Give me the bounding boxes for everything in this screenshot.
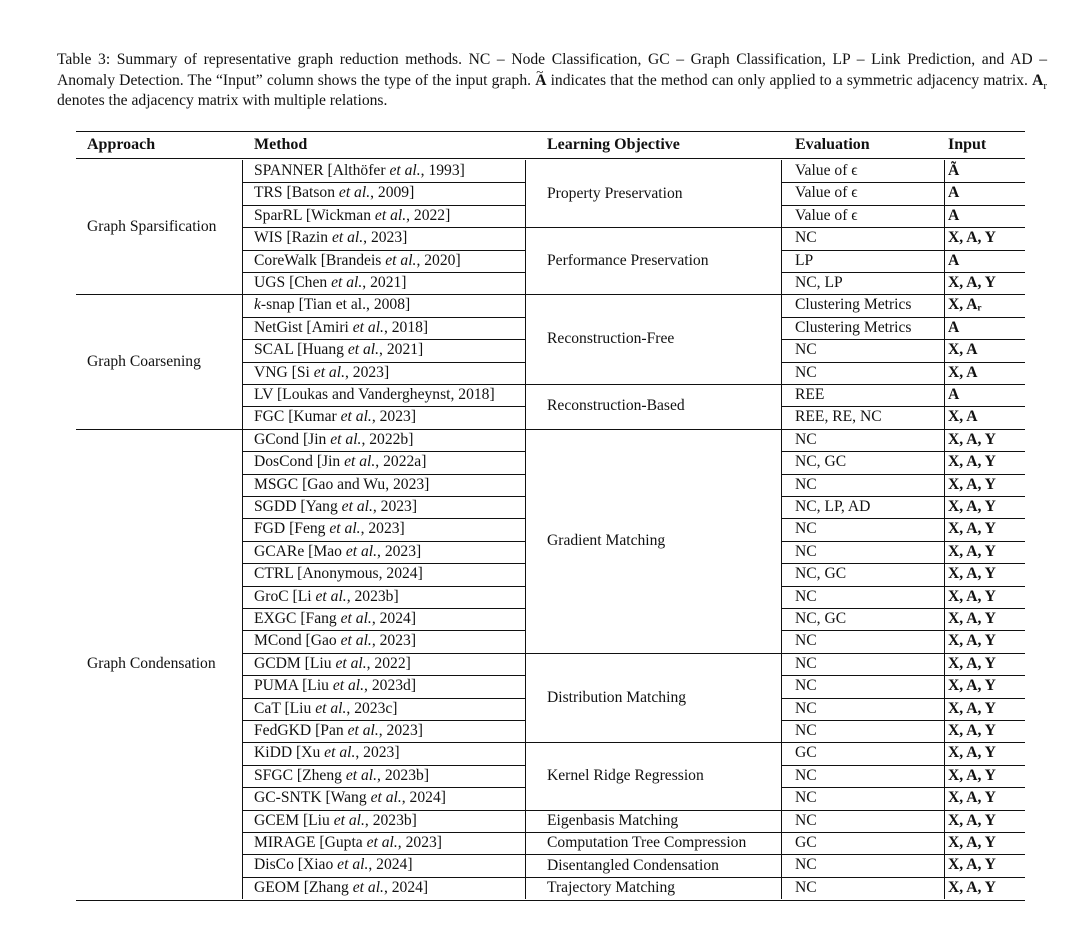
method-cell: [254, 227, 407, 249]
row-rule-method: [242, 384, 525, 385]
evaluation-cell: GC: [795, 834, 817, 851]
evaluation-cell: GC: [795, 744, 817, 762]
row-rule-method: [242, 653, 525, 654]
row-rule-method: [242, 474, 525, 475]
row-rule-eval: [781, 518, 1025, 519]
row-rule-eval: [781, 720, 1025, 721]
method-text: GCEM [Liu: [254, 811, 334, 829]
row-rule-eval: [781, 406, 1025, 407]
row-rule-eval: [781, 384, 1025, 385]
row-rule-eval: [781, 250, 1025, 251]
input-cell: X, A, Y: [948, 498, 996, 515]
row-rule-eval: [781, 182, 1025, 183]
row-rule-method: [242, 810, 525, 811]
method-cell: [254, 496, 417, 518]
objective-rule: [525, 877, 781, 878]
method-cell: [254, 675, 416, 697]
row-rule-method: [242, 832, 525, 833]
evaluation-cell: REE, RE, NC: [795, 408, 882, 426]
a-r-symbol: A: [1032, 71, 1044, 89]
input-cell: X, A, Y: [948, 274, 996, 291]
objective-cell: Computation Tree Compression: [547, 834, 747, 852]
group-rule: [76, 429, 1025, 430]
objective-cell: Kernel Ridge Regression: [547, 767, 704, 784]
evaluation-cell: Value of ϵ: [795, 206, 858, 224]
objective-rule: [525, 742, 781, 743]
method-text: TRS [Batson: [254, 184, 339, 202]
header-learning-objective: Learning Objective: [547, 136, 680, 153]
method-text: MSGC [Gao and Wu, 2023]: [254, 475, 430, 493]
row-rule-method: [242, 608, 525, 609]
evaluation-cell: NC: [795, 856, 817, 874]
method-text: CoreWalk [Brandeis: [254, 251, 386, 269]
method-cell: [254, 832, 442, 854]
column-rule: [944, 160, 945, 899]
method-citation: , 2023d]: [364, 677, 417, 695]
table-bottom-rule: [76, 900, 1025, 901]
method-citation: , 2023b]: [377, 766, 430, 784]
method-citation: , 2022]: [406, 206, 451, 224]
method-italic: et al.: [331, 229, 364, 247]
row-rule-method: [242, 250, 525, 251]
method-italic: et al.: [340, 610, 372, 627]
method-cell: [254, 854, 413, 876]
row-rule-eval: [781, 272, 1025, 273]
method-cell: [254, 384, 495, 406]
method-citation: , 2021]: [362, 274, 407, 291]
input-cell: A: [948, 318, 960, 336]
method-text: PUMA [Liu: [254, 677, 333, 695]
row-rule-method: [242, 272, 525, 273]
row-rule-eval: [781, 877, 1025, 878]
row-rule-eval: [781, 451, 1025, 452]
evaluation-cell: REE: [795, 386, 825, 403]
input-cell: X, A: [948, 341, 978, 359]
row-rule-eval: [781, 205, 1025, 206]
method-text: GEOM [Zhang: [254, 878, 353, 896]
a-r-subscript: r: [1043, 79, 1047, 92]
input-cell: X, A, Y: [948, 542, 996, 560]
row-rule-method: [242, 698, 525, 699]
method-citation: , 2022a]: [375, 453, 427, 471]
method-text: MCond [Gao: [254, 632, 341, 650]
evaluation-cell: NC: [795, 878, 817, 896]
method-italic: et al.: [340, 632, 372, 650]
method-cell: [254, 742, 400, 764]
objective-cell: Eigenbasis Matching: [547, 811, 679, 829]
method-citation: , 1993]: [420, 162, 465, 179]
input-cell: X, A, Y: [948, 587, 996, 605]
evaluation-cell: LP: [795, 251, 814, 269]
evaluation-cell: NC: [795, 229, 817, 247]
evaluation-cell: NC, GC: [795, 565, 847, 583]
row-rule-eval: [781, 362, 1025, 363]
method-italic: et al.: [352, 878, 384, 896]
evaluation-cell: NC: [795, 677, 817, 695]
evaluation-cell: NC: [795, 430, 817, 448]
method-cell: [254, 406, 416, 428]
row-rule-method: [242, 406, 525, 407]
header-input: Input: [948, 136, 987, 153]
method-text: DisCo [Xiao: [254, 856, 338, 874]
method-cell: [254, 698, 398, 720]
row-rule-eval: [781, 474, 1025, 475]
method-text: GroC [Li: [254, 587, 316, 605]
method-italic: et al.: [370, 789, 402, 807]
method-cell: [254, 653, 411, 675]
row-rule-method: [242, 854, 525, 855]
method-cell: [254, 586, 399, 608]
row-rule-method: [242, 541, 525, 542]
row-rule-eval: [781, 787, 1025, 788]
method-italic: et al.: [347, 722, 379, 739]
method-citation: , 2023]: [378, 722, 423, 739]
evaluation-cell: NC: [795, 766, 817, 784]
method-citation: , 2024]: [368, 856, 413, 874]
evaluation-cell: NC: [795, 722, 817, 739]
row-rule-method: [242, 227, 525, 228]
method-cell: [254, 272, 406, 294]
method-citation: , 2023]: [372, 498, 418, 515]
row-rule-method: [242, 720, 525, 721]
method-italic: et al.: [329, 520, 361, 538]
method-cell: [254, 787, 446, 809]
method-italic: et al.: [385, 251, 417, 269]
method-cell: [254, 630, 416, 652]
row-rule-eval: [781, 832, 1025, 833]
method-citation: , 2022b]: [361, 430, 414, 448]
method-citation: , 2024]: [383, 878, 429, 896]
method-italic: et al.: [332, 677, 365, 695]
method-cell: [254, 250, 461, 272]
method-text: FGC [Kumar: [254, 408, 341, 426]
row-rule-eval: [781, 339, 1025, 340]
method-citation: , 2023]: [371, 632, 417, 650]
method-italic: et al.: [340, 408, 372, 426]
method-italic: et al.: [345, 766, 378, 784]
method-text: SparRL [Wickman: [254, 206, 375, 224]
column-rule: [781, 160, 782, 899]
method-text: EXGC [Fang: [254, 610, 341, 627]
objective-rule: [525, 854, 781, 855]
method-text: FedGKD [Pan: [254, 722, 348, 739]
evaluation-cell: NC: [795, 811, 817, 829]
row-rule-eval: [781, 653, 1025, 654]
method-text: VNG [Si: [254, 363, 314, 381]
input-cell: X, A, Y: [948, 453, 996, 471]
method-text: CTRL [Anonymous, 2024]: [254, 565, 423, 583]
method-cell: [254, 518, 405, 540]
evaluation-cell: NC: [795, 632, 817, 650]
method-citation: , 2022]: [366, 654, 411, 672]
objective-cell: Distribution Matching: [547, 688, 687, 706]
method-citation: , 2023]: [355, 744, 400, 762]
row-rule-method: [242, 182, 525, 183]
objective-rule: [525, 832, 781, 833]
method-citation: , 2023]: [344, 363, 390, 381]
method-italic: et al.: [315, 587, 347, 605]
input-cell: X, A, Y: [948, 632, 996, 650]
method-citation: , 2023b]: [364, 811, 417, 829]
method-citation: , 2023]: [360, 520, 405, 538]
row-rule-method: [242, 787, 525, 788]
row-rule-method: [242, 518, 525, 519]
row-rule-method: [242, 586, 525, 587]
table-caption: [57, 50, 1047, 112]
method-italic: et al.: [337, 856, 369, 874]
row-rule-method: [242, 877, 525, 878]
method-citation: , 2023c]: [346, 699, 398, 717]
input-cell: X, A, Y: [948, 722, 996, 739]
input-cell: A: [948, 251, 960, 269]
method-text: GC-SNTK [Wang: [254, 789, 371, 807]
input-cell: A: [948, 184, 960, 202]
objective-cell: Gradient Matching: [547, 531, 666, 549]
row-rule-eval: [781, 496, 1025, 497]
method-cell: [254, 608, 416, 630]
row-rule-eval: [781, 608, 1025, 609]
input-cell: X, A: [948, 363, 978, 381]
method-text: KiDD [Xu: [254, 744, 325, 762]
evaluation-cell: NC: [795, 654, 817, 672]
header-method: Method: [254, 136, 308, 153]
objective-cell: Disentangled Condensation: [547, 856, 719, 874]
input-cell: A: [948, 206, 960, 224]
row-rule-eval: [781, 675, 1025, 676]
row-rule-eval: [781, 227, 1025, 228]
method-cell: [254, 205, 450, 227]
objective-rule: [525, 653, 781, 654]
method-text: SCAL [Huang: [254, 341, 348, 359]
row-rule-eval: [781, 810, 1025, 811]
approach-cell: Graph Sparsification: [87, 218, 217, 236]
method-text: SGDD [Yang: [254, 498, 342, 515]
input-cell: X, A, Y: [948, 654, 996, 672]
method-cell: [254, 160, 465, 182]
column-rule: [242, 160, 243, 899]
row-rule-method: [242, 205, 525, 206]
objective-cell: Reconstruction-Free: [547, 330, 675, 348]
input-cell: X, A, Y: [948, 520, 996, 538]
row-rule-method: [242, 339, 525, 340]
method-text: MIRAGE [Gupta: [254, 834, 367, 851]
caption-part-3: denotes the adjacency matrix with multiple relations.: [57, 92, 388, 109]
method-italic: et al.: [331, 274, 363, 291]
evaluation-cell: Value of ϵ: [795, 162, 858, 179]
method-cell: [254, 765, 429, 787]
row-rule-eval: [781, 541, 1025, 542]
method-text: GCDM [Liu: [254, 654, 336, 672]
caption-part-2: indicates that the method can only applied to a symmetric adjacency matrix.: [546, 71, 1033, 89]
input-cell: X, Aᵣ: [948, 296, 982, 314]
row-rule-eval: [781, 698, 1025, 699]
method-italic: k: [254, 296, 261, 314]
evaluation-cell: NC: [795, 789, 817, 807]
method-citation: , 2023]: [397, 834, 442, 851]
method-text: FGD [Feng: [254, 520, 330, 538]
row-rule-eval: [781, 765, 1025, 766]
method-italic: et al.: [330, 430, 362, 448]
method-citation: , 2023]: [377, 542, 422, 560]
evaluation-cell: NC: [795, 587, 817, 605]
row-rule-method: [242, 563, 525, 564]
approach-cell: Graph Condensation: [87, 655, 216, 672]
objective-cell: Property Preservation: [547, 184, 683, 202]
method-italic: et al.: [338, 184, 371, 202]
evaluation-cell: NC, LP, AD: [795, 498, 871, 515]
method-citation: , 2023]: [371, 408, 417, 426]
method-text: SFGC [Zheng: [254, 766, 346, 784]
input-cell: Ã: [948, 162, 960, 179]
header-approach: Approach: [87, 136, 156, 153]
table-header-rule: [76, 158, 1025, 159]
method-cell: [254, 339, 423, 361]
row-rule-method: [242, 742, 525, 743]
table-top-rule: [76, 131, 1025, 132]
input-cell: X, A, Y: [948, 610, 996, 627]
row-rule-eval: [781, 742, 1025, 743]
evaluation-cell: NC, GC: [795, 610, 847, 627]
method-cell: [254, 317, 428, 339]
row-rule-method: [242, 675, 525, 676]
method-text: WIS [Razin: [254, 229, 332, 247]
method-cell: [254, 541, 421, 563]
row-rule-method: [242, 496, 525, 497]
method-italic: et al.: [315, 699, 347, 717]
method-italic: et al.: [313, 363, 345, 381]
method-text: GCond [Jin: [254, 430, 331, 448]
caption-part-1: Table 3: Summary of representative graph reduction methods. NC – Node Classification, GC – Graph Classification, LP – Link Prediction, and AD – Anomaly Detection. The “Input” column shows the type of the input graph.: [57, 51, 1047, 89]
method-italic: et al.: [344, 453, 376, 471]
header-evaluation: Evaluation: [795, 136, 870, 153]
method-cell: [254, 362, 389, 384]
input-cell: X, A, Y: [948, 699, 996, 717]
method-italic: et al.: [341, 498, 373, 515]
method-text: NetGist [Amiri: [254, 318, 353, 336]
objective-rule: [525, 384, 781, 385]
input-cell: X, A, Y: [948, 856, 996, 874]
input-cell: X, A, Y: [948, 744, 996, 762]
row-rule-eval: [781, 854, 1025, 855]
method-cell: [254, 294, 410, 316]
method-cell: [254, 720, 423, 742]
method-citation: , 2009]: [370, 184, 415, 202]
evaluation-cell: NC: [795, 520, 817, 538]
approach-cell: Graph Coarsening: [87, 352, 201, 370]
method-citation: -snap [Tian et al., 2008]: [260, 296, 411, 314]
method-citation: , 2023]: [363, 229, 408, 247]
method-citation: , 2023b]: [346, 587, 399, 605]
method-text: GCARe [Mao: [254, 542, 346, 560]
method-cell: [254, 877, 428, 899]
method-text: DosCond [Jin: [254, 453, 345, 471]
input-cell: X, A, Y: [948, 475, 996, 493]
method-text: SPANNER [Althöfer: [254, 162, 390, 179]
method-italic: et al.: [389, 162, 421, 179]
input-cell: X, A, Y: [948, 878, 996, 896]
evaluation-cell: Clustering Metrics: [795, 318, 912, 336]
objective-cell: Reconstruction-Based: [547, 397, 685, 415]
method-cell: [254, 182, 414, 204]
method-cell: [254, 810, 417, 832]
evaluation-cell: Value of ϵ: [795, 184, 858, 202]
evaluation-cell: NC: [795, 542, 817, 560]
evaluation-cell: Clustering Metrics: [795, 296, 912, 314]
input-cell: X, A, Y: [948, 565, 996, 583]
row-rule-eval: [781, 630, 1025, 631]
evaluation-cell: NC, GC: [795, 453, 847, 471]
method-italic: et al.: [366, 834, 398, 851]
method-citation: , 2018]: [383, 318, 429, 336]
method-italic: et al.: [352, 318, 384, 336]
evaluation-cell: NC: [795, 699, 817, 717]
input-cell: X, A, Y: [948, 229, 996, 247]
row-rule-eval: [781, 317, 1025, 318]
evaluation-cell: NC: [795, 363, 817, 381]
method-text: LV [Loukas and Vandergheynst, 2018]: [254, 386, 495, 403]
input-cell: X, A, Y: [948, 811, 996, 829]
input-cell: X, A, Y: [948, 677, 996, 695]
method-italic: et al.: [335, 654, 367, 672]
objective-cell: Performance Preservation: [547, 251, 709, 269]
row-rule-eval: [781, 586, 1025, 587]
evaluation-cell: NC: [795, 341, 817, 359]
input-cell: X, A, Y: [948, 789, 996, 807]
column-rule: [525, 160, 526, 899]
row-rule-method: [242, 317, 525, 318]
method-text: CaT [Liu: [254, 699, 316, 717]
method-italic: et al.: [374, 206, 407, 224]
method-italic: et al.: [333, 811, 365, 829]
method-text: UGS [Chen: [254, 274, 332, 291]
method-italic: et al.: [345, 542, 378, 560]
evaluation-cell: NC, LP: [795, 274, 843, 291]
row-rule-method: [242, 362, 525, 363]
method-citation: , 2021]: [379, 341, 424, 359]
input-cell: X, A: [948, 408, 978, 426]
method-italic: et al.: [324, 744, 356, 762]
row-rule-method: [242, 765, 525, 766]
input-cell: X, A, Y: [948, 834, 996, 851]
method-citation: , 2020]: [416, 251, 461, 269]
method-cell: [254, 563, 423, 585]
method-cell: [254, 451, 426, 473]
input-cell: X, A, Y: [948, 766, 996, 784]
a-tilde-symbol: ~ A: [535, 71, 546, 92]
objective-cell: Trajectory Matching: [547, 879, 676, 896]
row-rule-method: [242, 630, 525, 631]
method-cell: [254, 474, 429, 496]
objective-rule: [525, 810, 781, 811]
method-cell: [254, 429, 413, 451]
objective-rule: [525, 227, 781, 228]
method-citation: , 2024]: [371, 610, 417, 627]
row-rule-method: [242, 451, 525, 452]
input-cell: A: [948, 386, 960, 403]
input-cell: X, A, Y: [948, 430, 996, 448]
evaluation-cell: NC: [795, 475, 817, 493]
group-rule: [76, 294, 1025, 295]
method-italic: et al.: [347, 341, 380, 359]
method-citation: , 2024]: [401, 789, 446, 807]
row-rule-eval: [781, 563, 1025, 564]
